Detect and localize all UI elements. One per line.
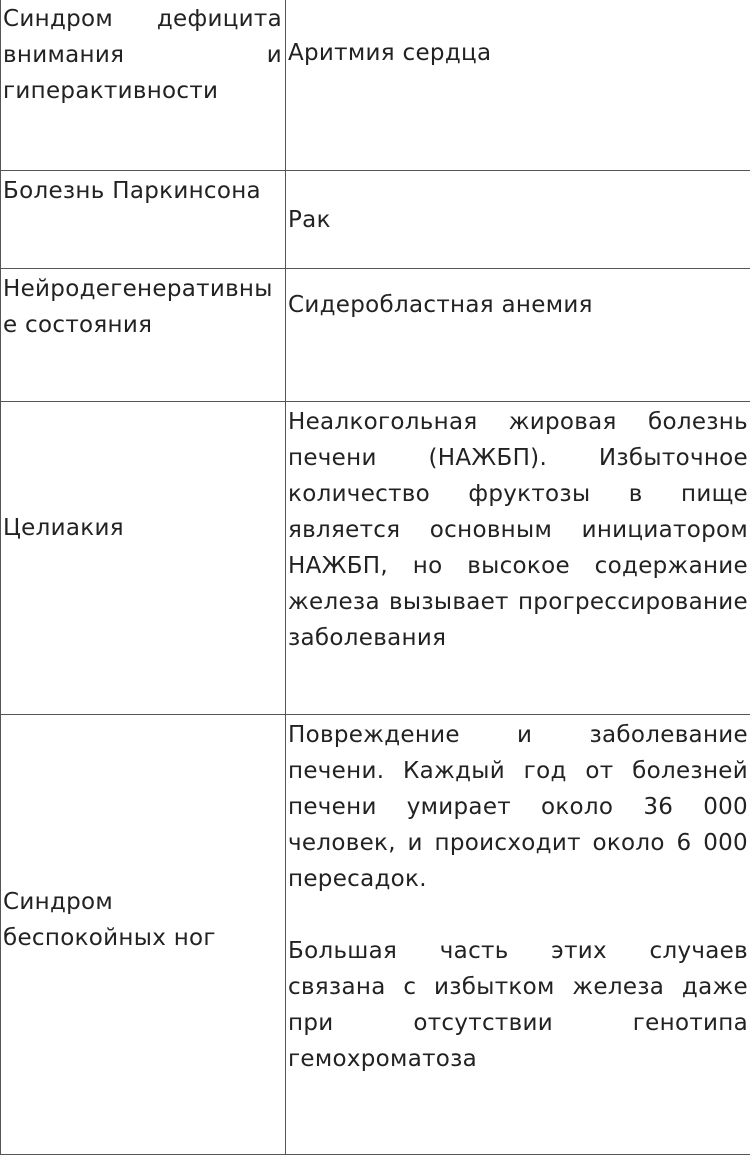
related-condition-cell bbox=[286, 0, 750, 171]
related-condition-cell bbox=[286, 269, 750, 402]
table-row bbox=[1, 402, 750, 715]
related-condition-cell bbox=[286, 402, 750, 715]
condition-text: Синдром беспокойных ног bbox=[3, 889, 216, 951]
condition-cell bbox=[1, 0, 286, 171]
related-condition-text: Аритмия сердца bbox=[288, 35, 748, 71]
condition-text: Целиакия bbox=[3, 515, 124, 541]
table-row bbox=[1, 0, 750, 171]
condition-text: Синдром дефицита внимания и гиперактивности bbox=[3, 6, 282, 104]
condition-cell bbox=[1, 715, 286, 1155]
condition-text: Нейродегенеративные состояния bbox=[3, 276, 273, 338]
related-condition-text: Неалкогольная жировая болезнь печени (НАЖБП). Избыточное количество фруктозы в пище является основным инициатором НАЖБП, но высокое содержание железа вызывает прогрессирование заболевания bbox=[288, 404, 748, 656]
related-condition-cell bbox=[286, 171, 750, 269]
table-row bbox=[1, 269, 750, 402]
table-body bbox=[1, 0, 750, 1155]
condition-cell bbox=[1, 402, 286, 715]
condition-cell bbox=[1, 269, 286, 402]
related-condition-text: Большая часть этих случаев связана с избытком железа даже при отсутствии генотипа гемохроматоза bbox=[288, 933, 748, 1077]
related-condition-text: Повреждение и заболевание печени. Каждый год от болезней печени умирает около 36 000 человек, и происходит около 6 000 пересадок. bbox=[288, 717, 748, 897]
condition-text: Болезнь Паркинсона bbox=[3, 178, 261, 204]
related-condition-cell bbox=[286, 715, 750, 1155]
table-row bbox=[1, 171, 750, 269]
related-condition-text: Сидеробластная анемия bbox=[288, 287, 748, 323]
table-row bbox=[1, 715, 750, 1155]
related-condition-text: Рак bbox=[288, 202, 748, 238]
condition-cell bbox=[1, 171, 286, 269]
